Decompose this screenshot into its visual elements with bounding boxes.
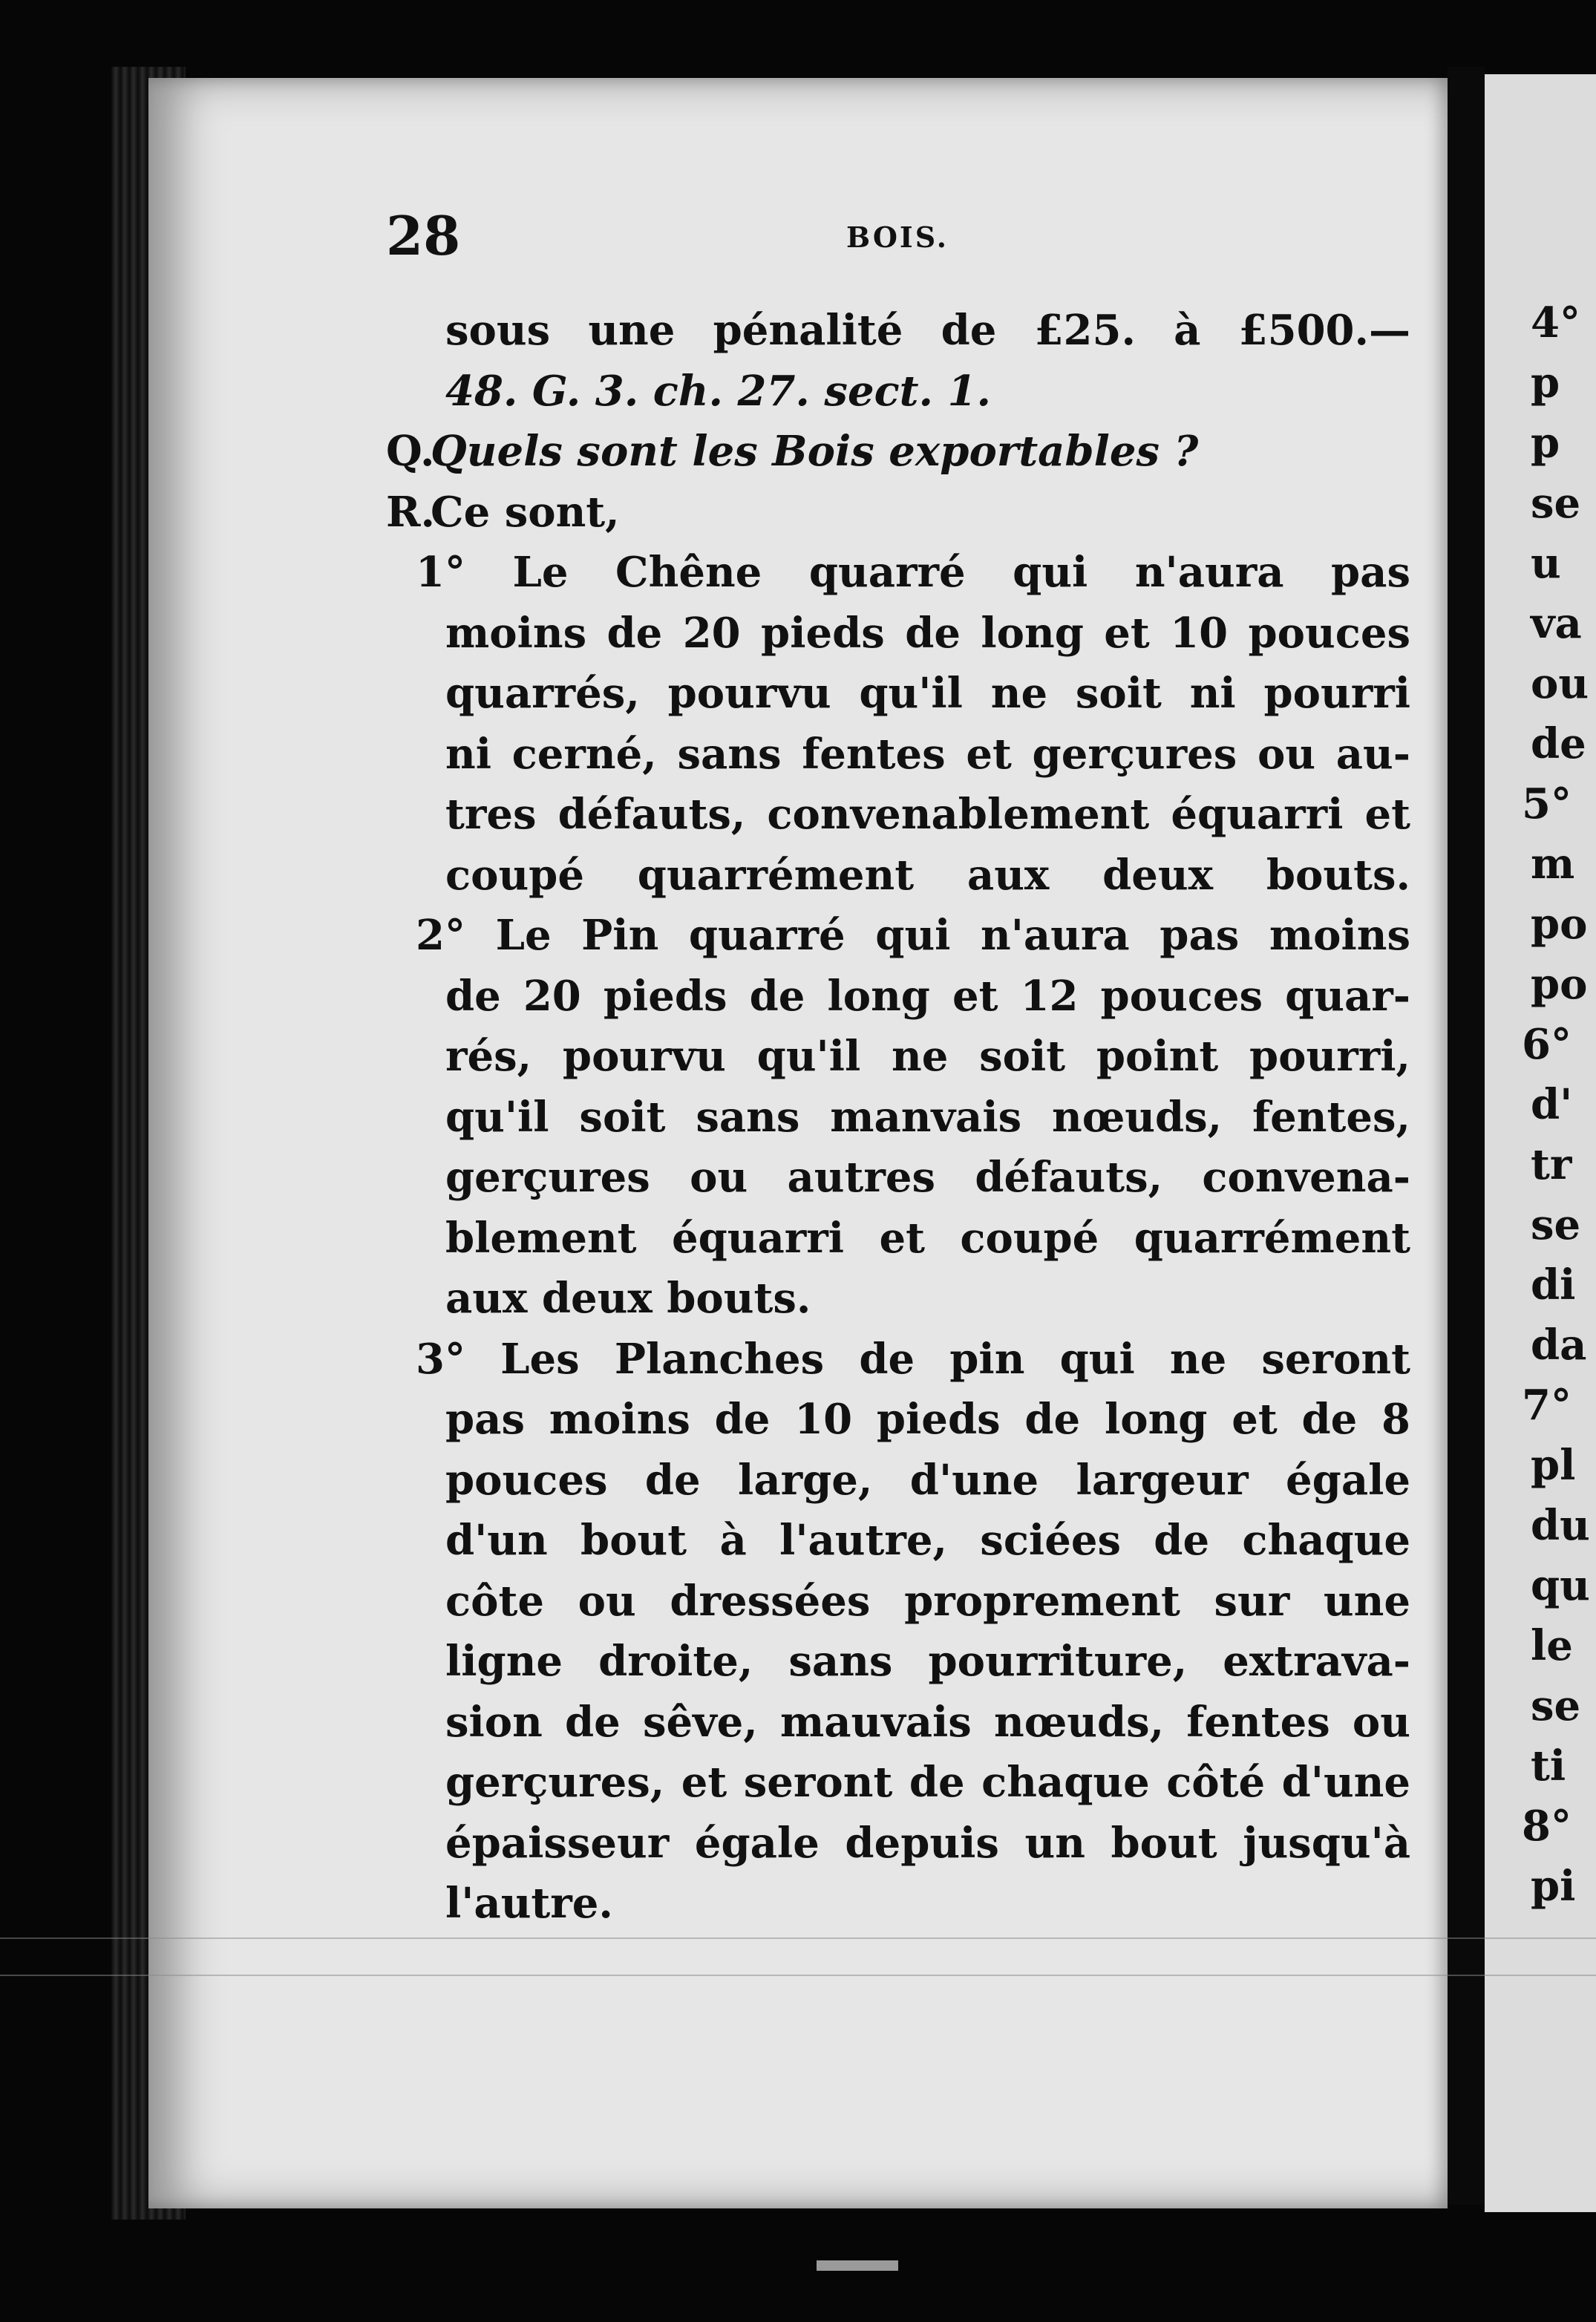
right-fragment: 6° [1522, 1020, 1572, 1069]
text-line: de 20 pieds de long et 12 pouces quar- [445, 971, 1410, 1021]
answer-marker: R. [386, 487, 436, 537]
text-line: aux deux bouts. [445, 1274, 811, 1323]
right-fragment: pi [1531, 1862, 1576, 1911]
right-fragment: 7° [1522, 1381, 1572, 1430]
right-fragment: se [1531, 1200, 1581, 1249]
running-head: BOIS. [846, 220, 949, 254]
text-line: pouces de large, d'une largeur égale [445, 1455, 1410, 1505]
text-line: l'autre. [445, 1879, 613, 1928]
text-line: blement équarri et coupé quarrément [445, 1213, 1410, 1263]
right-fragment: qu [1531, 1561, 1590, 1610]
right-fragment: ti [1531, 1742, 1566, 1790]
right-fragment: 8° [1522, 1802, 1572, 1851]
text-line: rés, pourvu qu'il ne soit point pourri, [445, 1032, 1410, 1081]
text-line: sion de sêve, mauvais nœuds, fentes ou [445, 1697, 1410, 1747]
answer-text: Ce sont, [431, 487, 620, 537]
right-fragment: du [1531, 1501, 1590, 1550]
right-fragment: da [1531, 1321, 1587, 1370]
text-line: sous une pénalité de £25. à £500.— [445, 306, 1410, 355]
text-line: gerçures, et seront de chaque côté d'une [445, 1758, 1410, 1807]
right-fragment: m [1531, 840, 1575, 889]
text-line: ligne droite, sans pourriture, extrava- [445, 1637, 1410, 1686]
text-line: 48. G. 3. ch. 27. sect. 1. [445, 366, 991, 416]
right-fragment: va [1531, 599, 1582, 648]
page-number: 28 [386, 204, 461, 267]
right-fragment: ou [1531, 659, 1589, 708]
right-fragment: de [1531, 719, 1586, 768]
page-header [386, 204, 1410, 271]
text-line: 1° Le Chêne quarré qui n'aura pas [416, 548, 1410, 597]
text-line: moins de 20 pieds de long et 10 pouces [445, 608, 1410, 658]
text-line: 3° Les Planches de pin qui ne seront [416, 1334, 1410, 1384]
right-fragment: 4° [1531, 298, 1580, 347]
right-page-text-fragments [1522, 293, 1590, 1917]
page-gutter [1448, 67, 1485, 2205]
page-body-text [386, 301, 1410, 1935]
right-fragment: po [1531, 960, 1588, 1009]
right-page-edge [1485, 74, 1596, 2212]
text-line: épaisseur égale depuis un bout jusqu'à [445, 1818, 1410, 1868]
text-line: 2° Le Pin quarré qui n'aura pas moins [416, 911, 1410, 960]
right-fragment: po [1531, 900, 1588, 949]
answer-line [386, 483, 1410, 543]
right-fragment: 5° [1522, 779, 1572, 828]
right-fragment: pl [1531, 1441, 1576, 1490]
right-fragment: di [1531, 1260, 1576, 1309]
question-marker: Q. [386, 427, 435, 476]
right-fragment: d' [1531, 1080, 1573, 1129]
right-fragment: se [1531, 479, 1581, 528]
question-text: Quels sont les Bois exportables ? [431, 427, 1199, 476]
right-fragment: tr [1531, 1140, 1572, 1189]
right-fragment: se [1531, 1681, 1581, 1730]
scan-artifact-line [0, 1937, 1596, 1939]
scan-artifact-line [0, 1975, 1596, 1976]
text-line: tres défauts, convenablement équarri et [445, 790, 1410, 839]
text-line: ni cerné, sans fentes et gerçures ou au- [445, 729, 1410, 779]
question-line [386, 422, 1410, 483]
text-line: quarrés, pourvu qu'il ne soit ni pourri [445, 669, 1410, 718]
right-fragment: p [1531, 359, 1560, 408]
right-fragment: u [1531, 539, 1561, 588]
text-line: coupé quarrément aux deux bouts. [445, 850, 1410, 900]
right-fragment: p [1531, 419, 1560, 468]
text-line: pas moins de 10 pieds de long et de 8 [445, 1395, 1410, 1444]
text-line: côte ou dressées proprement sur une [445, 1576, 1410, 1626]
right-fragment: le [1531, 1621, 1573, 1670]
text-line: gerçures ou autres défauts, convena- [445, 1153, 1410, 1202]
text-line: qu'il soit sans manvais nœuds, fentes, [445, 1092, 1410, 1142]
scan-artifact-mark [817, 2260, 898, 2271]
text-line: d'un bout à l'autre, sciées de chaque [445, 1516, 1410, 1565]
